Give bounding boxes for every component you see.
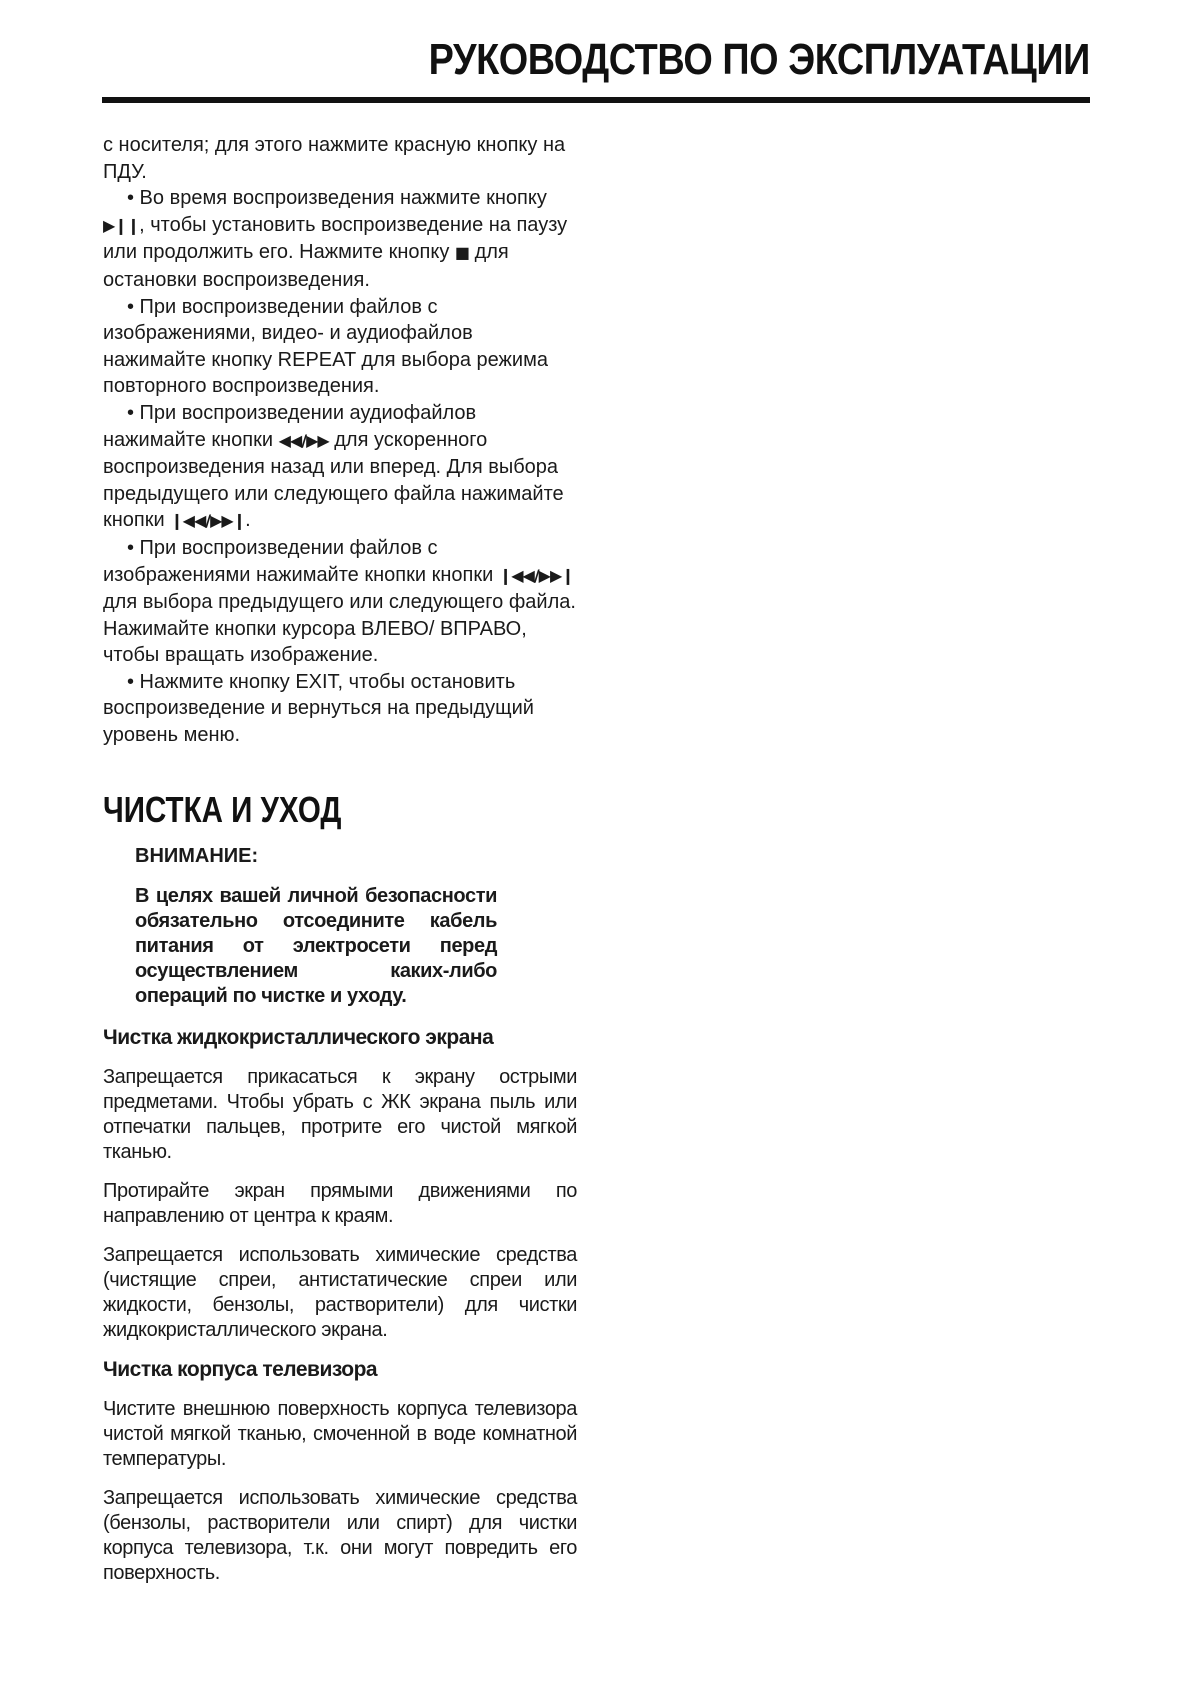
care-section-title: ЧИСТКА И УХОД [103,789,342,830]
stop-icon: ■ [454,243,470,263]
bullet-pause [103,185,577,293]
lcd-paragraph: Запрещается использовать химические средства (чистящие спреи, антистатические спреи или жидкости, бензолы, растворители) для чистки жидкокристаллического экрана. [103,1244,577,1341]
body-cleaning-title: Чистка корпуса телевизора [103,1358,378,1381]
intro-paragraph: с носителя; для этого нажмите красную кнопку на ПДУ. [103,134,566,183]
play-pause-icon: ▶❙❙ [103,215,140,235]
bullet-audio-middle: для ускоренного воспроизведения назад или вперед. Для выбора предыдущего или следующего файла нажимайте кнопки [103,428,564,532]
bullet-images [103,535,577,669]
bullet-images-prefix: • При воспроизведении файлов с изображениями нажимайте кнопки кнопки [103,536,499,586]
playback-instructions [103,132,577,749]
lcd-cleaning-title: Чистка жидкокристаллического экрана [103,1026,494,1049]
bullet-audio [103,400,577,535]
lcd-paragraph: Запрещается прикасаться к экрану острыми предметами. Чтобы убрать с ЖК экрана пыль или отпечатки пальцев, протрите его чистой мягкой тканью. [103,1066,577,1163]
skip-prev-next-icon: ❙◀◀/▶▶❙ [170,511,246,531]
warning-label: ВНИМАНИЕ: [135,845,259,867]
warning-text: В целях вашей личной безопасности обязательно отсоедините кабель питания от электросети перед осуществлением каких-либо операций по чистке и уходу. [135,885,497,1007]
page-header-title: РУКОВОДСТВО ПО ЭКСПЛУАТАЦИИ [428,35,1090,84]
bullet-images-suffix: для выбора предыдущего или следующего файла. Нажимайте кнопки курсора ВЛЕВО/ ВПРАВО, чтобы вращать изображение. [103,591,576,667]
body-paragraph: Запрещается использовать химические средства (бензолы, растворители или спирт) для чистки корпуса телевизора, т.к. они могут повредить его поверхность. [103,1487,577,1584]
bullet-pause-suffix: для остановки воспроизведения. [103,241,509,291]
bullet-audio-suffix: . [245,509,251,532]
care-section [103,790,577,1600]
bullet-repeat: • При воспроизведении файлов с изображениями, видео- и аудиофайлов нажимайте кнопку REPEAT для выбора режима повторного воспроизведения. [103,295,548,398]
bullet-pause-middle: , чтобы установить воспроизведение на паузу или продолжить его. Нажмите кнопку [103,213,568,264]
header-rule [102,97,1090,103]
lcd-paragraph: Протирайте экран прямыми движениями по направлению от центра к краям. [103,1180,577,1227]
skip-prev-next-icon: ❙◀◀/▶▶❙ [498,565,574,585]
bullet-audio-prefix: • При воспроизведении аудиофайлов нажимайте кнопки [103,401,477,451]
body-paragraph: Чистите внешнюю поверхность корпуса телевизора чистой мягкой тканью, смоченной в воде комнатной температуры. [103,1398,577,1470]
bullet-exit: • Нажмите кнопку EXIT, чтобы остановить воспроизведение и вернуться на предыдущий уровень меню. [103,670,534,747]
rewind-fast-forward-icon: ◀◀/▶▶ [278,430,329,450]
bullet-pause-prefix: • Во время воспроизведения нажмите кнопку [127,187,547,210]
